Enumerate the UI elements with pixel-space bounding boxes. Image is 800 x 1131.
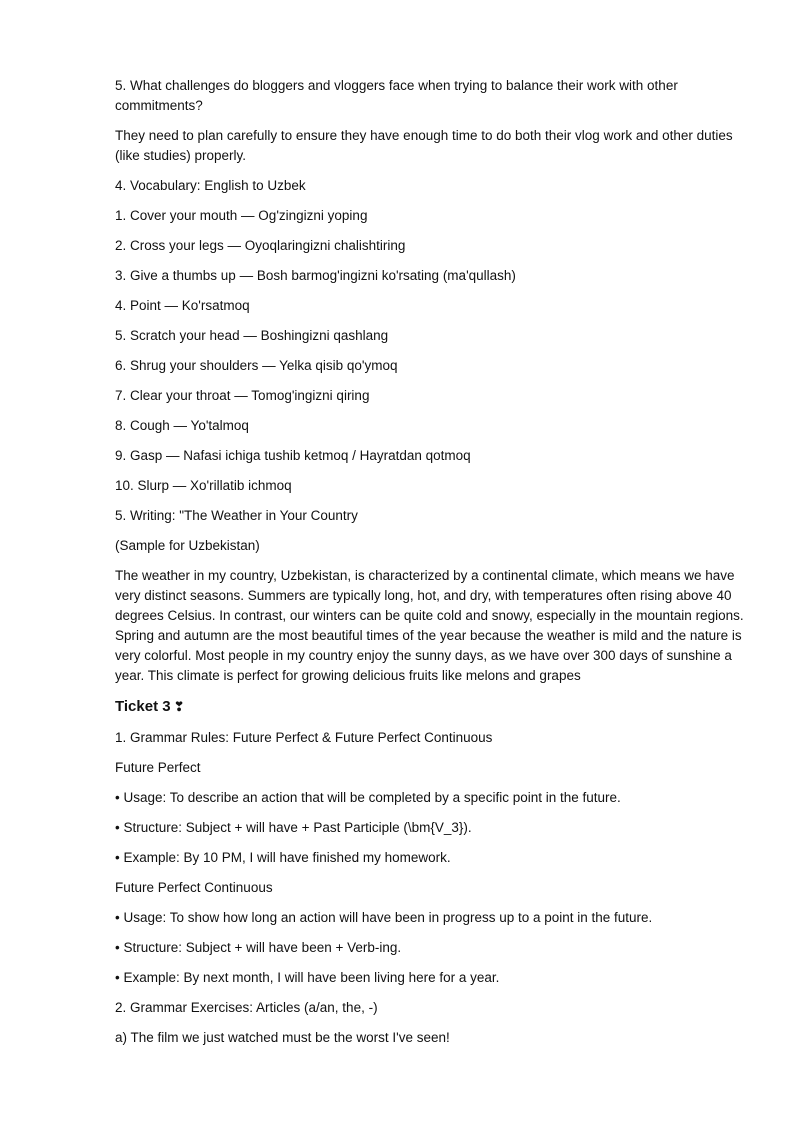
ticket-heading	[115, 696, 745, 718]
section-heading: 4. Vocabulary: English to Uzbek	[115, 178, 306, 193]
section-heading: 5. Writing: "The Weather in Your Country	[115, 508, 358, 523]
vocabulary-item: 5. Scratch your head — Boshingizni qashlang	[115, 328, 389, 343]
essay-paragraph: The weather in my country, Uzbekistan, is characterized by a continental climate, which means we have very distinct seasons. Summers are typically long, hot, and dry, with temperatures often rising above 40 degrees Celsius. In contrast, our winters can be quite cold and snowy, especially in the mountain regions. Spring and autumn are the most beautiful times of the year because the weather is mild and the nature is very colorful. Most people in my country enjoy the sunny days, as we have over 300 days of sunshine a year. This climate is perfect for growing delicious fruits like melons and grapes	[115, 568, 744, 683]
paragraph: (Sample for Uzbekistan)	[115, 538, 260, 553]
vocabulary-item: 10. Slurp — Xo'rillatib ichmoq	[115, 478, 292, 493]
vocabulary-item: 3. Give a thumbs up — Bosh barmog'ingizni ko'rsating (ma'qullash)	[115, 268, 516, 283]
document-page	[115, 76, 745, 1058]
bullet-item: • Usage: To show how long an action will have been in progress up to a point in the future.	[115, 910, 653, 925]
section-heading: 2. Grammar Exercises: Articles (a/an, the, -)	[115, 1000, 378, 1015]
exercise-item: a) The film we just watched must be the worst I've seen!	[115, 1030, 450, 1045]
paragraph: 5. What challenges do bloggers and vloggers face when trying to balance their work with other commitments?	[115, 78, 678, 113]
vocabulary-item: 1. Cover your mouth — Og'zingizni yoping	[115, 208, 368, 223]
bullet-item: • Structure: Subject + will have + Past Participle (\bm{V_3}).	[115, 820, 472, 835]
heart-exclamation-icon: ❣	[173, 699, 185, 714]
vocabulary-item: 6. Shrug your shoulders — Yelka qisib qo'ymoq	[115, 358, 398, 373]
bullet-item: • Usage: To describe an action that will be completed by a specific point in the future.	[115, 790, 621, 805]
vocabulary-item: 8. Cough — Yo'talmoq	[115, 418, 249, 433]
subheading: Future Perfect Continuous	[115, 880, 273, 895]
subheading: Future Perfect	[115, 760, 201, 775]
bullet-item: • Structure: Subject + will have been + Verb-ing.	[115, 940, 402, 955]
bullet-item: • Example: By 10 PM, I will have finished my homework.	[115, 850, 451, 865]
vocabulary-item: 4. Point — Ko'rsatmoq	[115, 298, 250, 313]
section-heading: 1. Grammar Rules: Future Perfect & Future Perfect Continuous	[115, 730, 493, 745]
vocabulary-item: 7. Clear your throat — Tomog'ingizni qiring	[115, 388, 370, 403]
vocabulary-item: 2. Cross your legs — Oyoqlaringizni chalishtiring	[115, 238, 406, 253]
vocabulary-item: 9. Gasp — Nafasi ichiga tushib ketmoq / Hayratdan qotmoq	[115, 448, 471, 463]
bullet-item: • Example: By next month, I will have been living here for a year.	[115, 970, 500, 985]
paragraph: They need to plan carefully to ensure they have enough time to do both their vlog work and other duties (like studies) properly.	[115, 128, 733, 163]
ticket-heading-label: Ticket 3	[115, 698, 171, 715]
